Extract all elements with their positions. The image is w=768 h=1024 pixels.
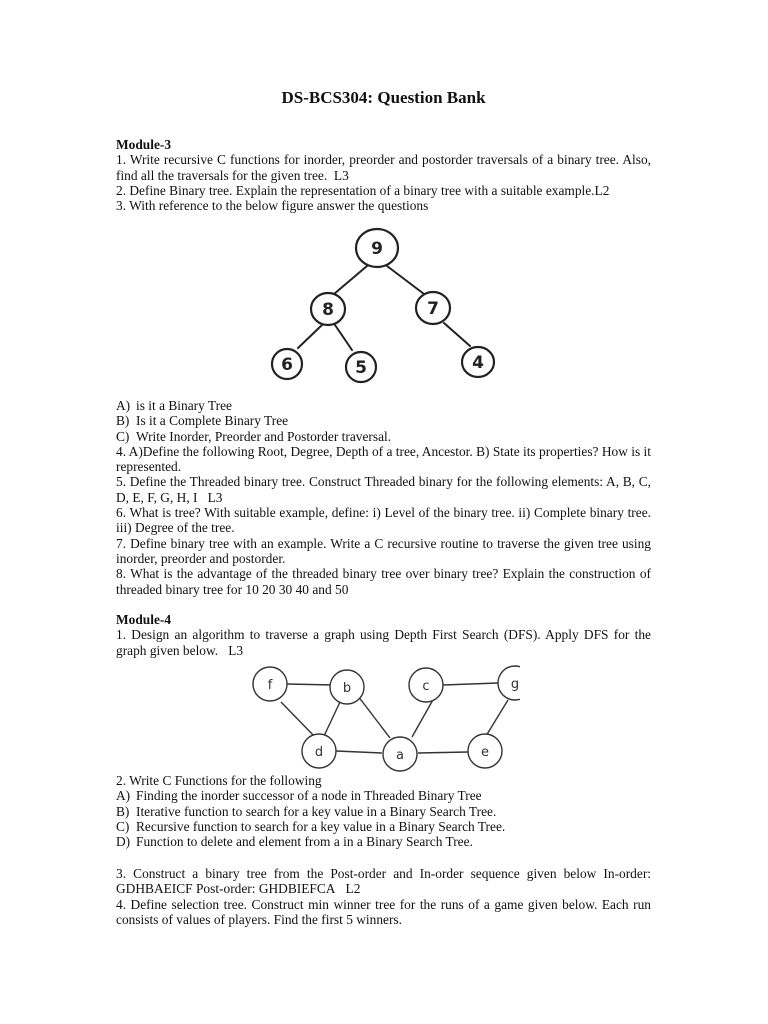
m3-sub-c: C) Write Inorder, Preorder and Postorder traversal. — [116, 428, 392, 444]
m3-question-8: 8. What is the advantage of the threaded binary tree over binary tree? Explain the construction of threaded binary tree for 10 20 30 40 and 50 — [116, 566, 651, 597]
tree-label-8: 8 — [322, 300, 334, 320]
graph-label-b: b — [342, 681, 352, 696]
page-title: DS-BCS304: Question Bank — [281, 88, 486, 107]
binary-tree-figure — [264, 222, 504, 388]
m3-sub-a: A) is it a Binary Tree — [116, 398, 232, 413]
m4-sub-c: C) Recursive function to search for a key value in a Binary Search Tree. — [116, 818, 506, 834]
module-4-continued — [116, 773, 651, 849]
module-3-heading: Module-3 — [116, 137, 172, 152]
m4-sub-a: A) Finding the inorder successor of a node in Threaded Binary Tree — [116, 788, 482, 804]
m3-q5-level: L3 — [207, 489, 223, 505]
tree-label-9: 9 — [371, 239, 383, 259]
m3-sub-b: B) Is it a Complete Binary Tree — [116, 413, 289, 429]
graph-label-f: f — [267, 678, 273, 693]
m3-question-7: 7. Define binary tree with an example. Write a C recursive routine to traverse the given tree using inorder, preorder and postorder. — [116, 535, 651, 566]
m4-question-3: 3. Construct a binary tree from the Post-order and In-order sequence given below In-order: GDHBAEICF Post-order: GHDBIEFCA L2 — [116, 866, 651, 897]
graph-label-c: c — [422, 679, 430, 694]
module-4-section — [116, 612, 651, 658]
tree-label-6: 6 — [281, 355, 293, 375]
m4-q1-level: L3 — [228, 642, 244, 658]
m4-q3-level: L2 — [345, 881, 361, 897]
m3-question-4: 4. A)Define the following Root, Degree, Depth of a tree, Ancestor. B) State its properties? How is it represented. — [116, 443, 651, 475]
m4-question-1: 1. Design an algorithm to traverse a graph using Depth First Search (DFS). Apply DFS for the graph given below. L3 — [116, 627, 651, 658]
graph-label-d: d — [314, 745, 324, 760]
graph-label-e: e — [481, 745, 489, 760]
m3-question-1: 1. Write recursive C functions for inorder, preorder and postorder traversals of a binary tree. Also, find all the traversals for the given tree. L3 — [116, 152, 651, 183]
m3-question-5: 5. Define the Threaded binary tree. Construct Threaded binary for the following elements: A, B, C, D, E, F, G, H, I L3 — [116, 474, 651, 505]
graph-figure — [250, 658, 520, 774]
m4-sub-b: B) Iterative function to search for a key value in a Binary Search Tree. — [116, 803, 497, 819]
m3-question-2: 2. Define Binary tree. Explain the representation of a binary tree with a suitable example.L2 — [116, 182, 610, 198]
module-3-continued — [116, 398, 651, 597]
tree-label-7: 7 — [427, 299, 439, 319]
tree-label-5: 5 — [355, 358, 367, 378]
tree-label-4: 4 — [472, 353, 484, 373]
m3-q1-level: L3 — [333, 167, 349, 183]
m4-question-4: 4. Define selection tree. Construct min winner tree for the runs of a game given below. Each run consists of values of players. Find the first 5 winners. — [116, 896, 651, 927]
module-4-final — [116, 866, 651, 927]
module-4-heading: Module-4 — [116, 612, 172, 627]
graph-label-g: g — [510, 677, 520, 692]
graph-label-a: a — [396, 748, 404, 763]
m3-question-6: 6. What is tree? With suitable example, define: i) Level of the binary tree. ii) Complete binary tree. iii) Degree of the tree. — [116, 505, 651, 536]
m3-question-3: 3. With reference to the below figure answer the questions — [116, 198, 429, 214]
m4-sub-d: D) Function to delete and element from a in a Binary Search Tree. — [116, 834, 473, 850]
m4-question-2: 2. Write C Functions for the following — [116, 773, 322, 788]
module-3-section — [116, 137, 651, 213]
